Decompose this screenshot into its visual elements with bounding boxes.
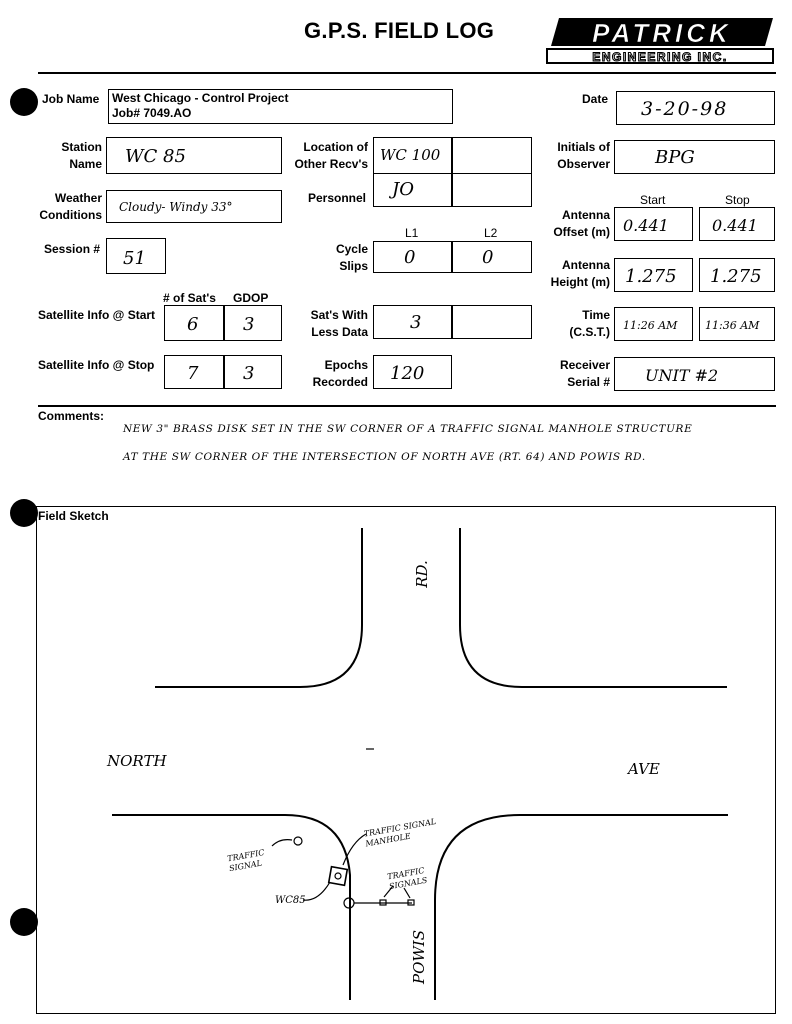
comments-text: NEW 3" BRASS DISK SET IN THE SW CORNER OF A TRAFFIC SIGNAL MANHOLE STRUCTURE AT THE SW CORNER OF THE INTERSECTION OF NORTH AVE (RT. 64) AND POWIS RD. bbox=[123, 423, 693, 463]
road-edge-sw bbox=[112, 815, 350, 1000]
receiver-serial-value: UNIT #2 bbox=[645, 366, 719, 385]
arrow-manhole bbox=[343, 834, 366, 865]
job-name-label: Job Name bbox=[42, 92, 100, 106]
personnel-value: JO bbox=[392, 179, 414, 200]
page-title: G.P.S. FIELD LOG bbox=[304, 18, 495, 43]
comments-label: Comments: bbox=[38, 409, 105, 423]
road-label-rd: RD. bbox=[412, 560, 431, 588]
gdop-stop-value: 3 bbox=[243, 363, 255, 384]
gdop-start-value: 3 bbox=[243, 314, 255, 335]
label-traffic-signal-manhole: TRAFFIC SIGNAL MANHOLE bbox=[363, 816, 437, 849]
date-value: 3-20-98 bbox=[641, 98, 729, 120]
receiver-serial-label: Receiver Serial # bbox=[559, 358, 610, 389]
antenna-height-label: Antenna Height (m) bbox=[550, 258, 610, 289]
epochs-label: Epochs Recorded bbox=[312, 358, 368, 389]
svg-text:ENGINEERING INC.: ENGINEERING INC. bbox=[592, 50, 728, 64]
antenna-height-start-value: 1.275 bbox=[625, 266, 677, 287]
field-sketch-label: Field Sketch bbox=[38, 509, 109, 523]
sats-start-value: 6 bbox=[187, 314, 199, 335]
arrow-wc85 bbox=[303, 882, 330, 900]
antenna-offset-label: Antenna Offset (m) bbox=[553, 208, 610, 239]
time-label: Time (C.S.T.) bbox=[569, 308, 610, 339]
station-name-label: Station Name bbox=[61, 140, 102, 171]
cycle-slips-l1-value: 0 bbox=[404, 247, 416, 268]
sats-stop-value: 7 bbox=[187, 363, 199, 384]
sat-info-start-label: Satellite Info @ Start bbox=[38, 308, 156, 322]
road-label-ave: AVE bbox=[628, 760, 660, 778]
label-wc85: WC85 bbox=[275, 895, 306, 906]
initials-label: Initials of Observer bbox=[557, 140, 610, 171]
job-name-line2: Job# 7049.AO bbox=[112, 106, 192, 120]
session-label: Session # bbox=[44, 242, 101, 256]
session-value: 51 bbox=[123, 248, 146, 269]
road-edge-ne bbox=[460, 528, 727, 687]
svg-text:PATRICK: PATRICK bbox=[592, 18, 732, 48]
sats-less-data-value: 3 bbox=[410, 312, 422, 333]
road-label-north: NORTH bbox=[107, 752, 167, 770]
sats-less-data-label: Sat's With Less Data bbox=[310, 308, 368, 339]
cycle-slips-l2-value: 0 bbox=[482, 247, 494, 268]
initials-value: BPG bbox=[655, 147, 695, 168]
road-edge-se bbox=[435, 815, 728, 1000]
antenna-height-stop-value: 1.275 bbox=[710, 266, 762, 287]
num-sats-label: # of Sat's bbox=[163, 291, 216, 305]
road-label-powis: POWIS bbox=[410, 929, 429, 985]
personnel-label: Personnel bbox=[308, 191, 367, 205]
l1-label: L1 bbox=[405, 226, 419, 240]
weather-value: Cloudy- Windy 33° bbox=[119, 200, 233, 214]
traffic-signal-pole bbox=[294, 837, 302, 845]
road-edge-nw bbox=[155, 528, 362, 687]
date-label: Date bbox=[582, 92, 609, 106]
wc85-disk bbox=[335, 873, 341, 879]
label-traffic-signals: TRAFFIC SIGNALS bbox=[386, 865, 428, 892]
station-name-value: WC 85 bbox=[125, 146, 186, 167]
location-other-value: WC 100 bbox=[380, 146, 441, 164]
stop-label: Stop bbox=[725, 193, 750, 207]
location-other-label: Location of Other Recv's bbox=[294, 140, 368, 171]
label-traffic-signal: TRAFFIC SIGNAL bbox=[226, 847, 266, 874]
gdop-label: GDOP bbox=[233, 291, 269, 305]
time-stop-value: 11:36 AM bbox=[705, 319, 760, 332]
job-name-line1: West Chicago - Control Project bbox=[112, 91, 289, 105]
antenna-offset-stop-value: 0.441 bbox=[712, 216, 758, 235]
epochs-value: 120 bbox=[390, 363, 425, 384]
antenna-offset-start-value: 0.441 bbox=[623, 216, 669, 235]
l2-label: L2 bbox=[484, 226, 498, 240]
cycle-slips-label: Cycle Slips bbox=[335, 242, 368, 273]
sat-info-stop-label: Satellite Info @ Stop bbox=[38, 358, 155, 372]
manhole-structure bbox=[329, 867, 348, 886]
weather-label: Weather Conditions bbox=[39, 191, 102, 222]
start-label: Start bbox=[640, 193, 666, 207]
time-start-value: 11:26 AM bbox=[623, 319, 678, 332]
